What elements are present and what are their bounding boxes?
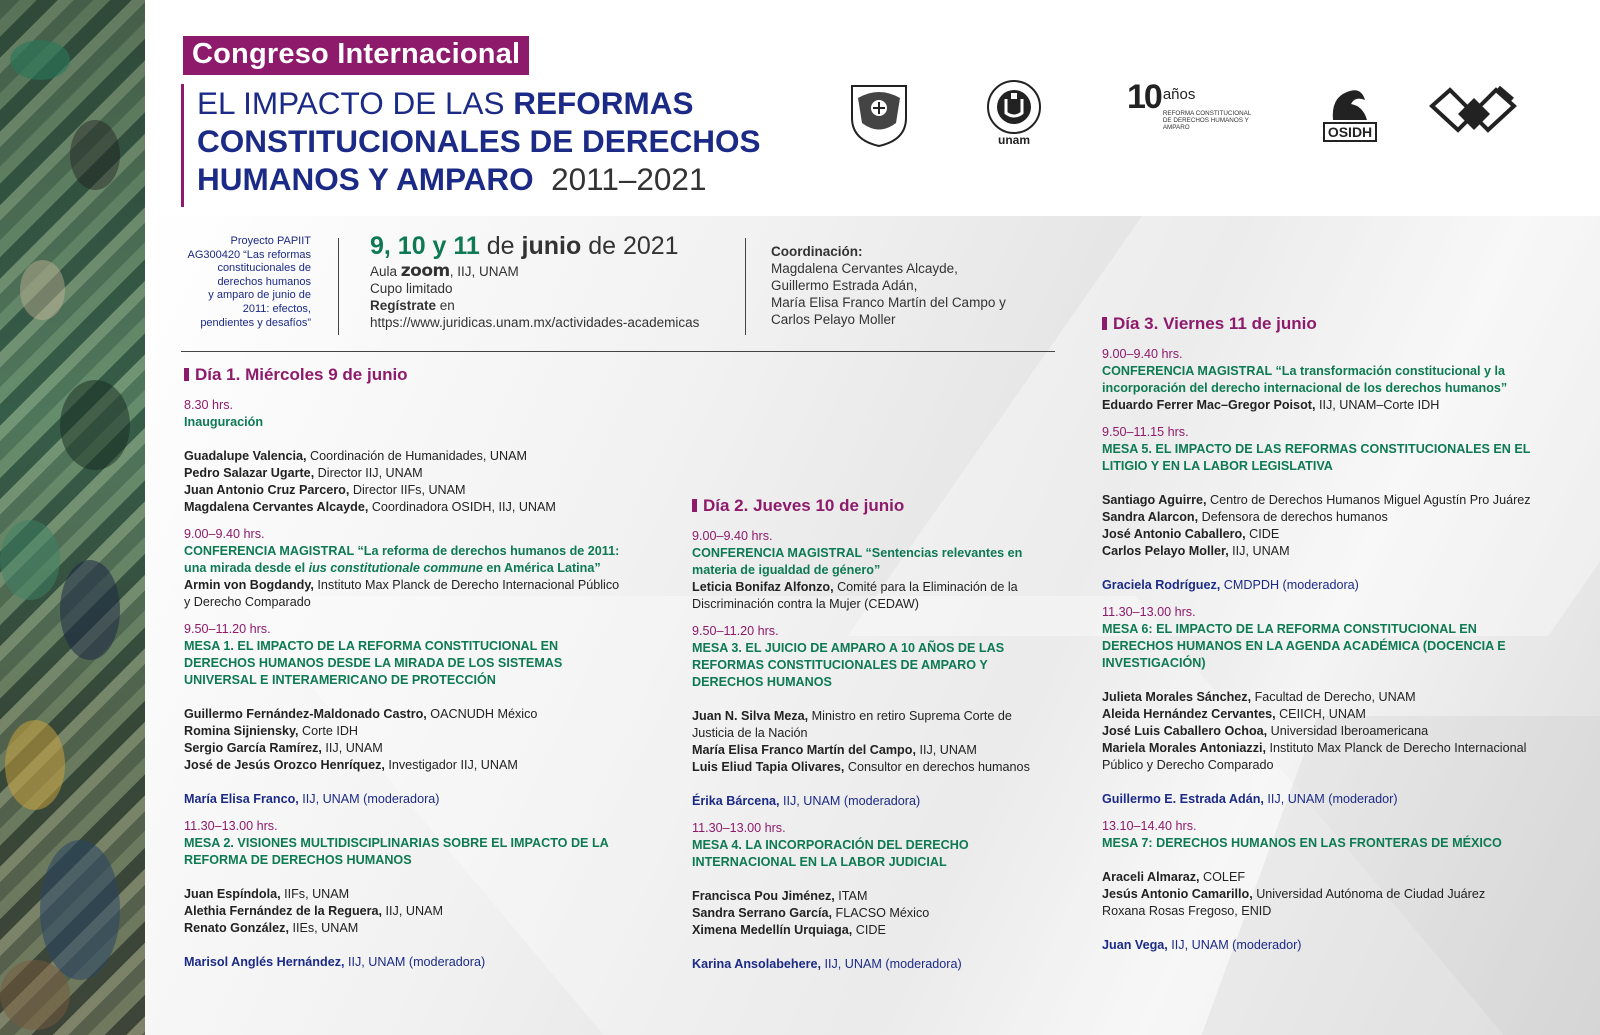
participant: Jesús Antonio Camarillo, Universidad Autónoma de Ciudad Juárez — [1102, 887, 1486, 901]
day1-heading-text: Día 1. Miércoles 9 de junio — [195, 365, 408, 384]
session-title: una mirada desde el ius constitutionale commune en América Latina” — [184, 561, 601, 575]
participant: Carlos Pelayo Moller, IIJ, UNAM — [1102, 544, 1290, 558]
session-title: DERECHOS HUMANOS — [692, 675, 832, 689]
participant: Eduardo Ferrer Mac–Gregor Poisot, IIJ, UNAM–Corte IDH — [1102, 398, 1440, 412]
participant: Aleida Hernández Cervantes, CEIICH, UNAM — [1102, 707, 1366, 721]
session-title: MESA 3. EL JUICIO DE AMPARO A 10 AÑOS DE LAS — [692, 641, 1005, 655]
session-title: MESA 4. LA INCORPORACIÓN DEL DERECHO — [692, 838, 969, 852]
day3-program — [1102, 315, 1582, 954]
participant: Guadalupe Valencia, Coordinación de Humanidades, UNAM — [184, 449, 528, 463]
session-title: MESA 5. EL IMPACTO DE LAS REFORMAS CONSTITUCIONALES EN EL — [1102, 442, 1531, 456]
papiit-line: Proyecto PAPIIT — [230, 235, 311, 247]
day2-program — [692, 497, 1062, 973]
session-title: REFORMA DE DERECHOS HUMANOS — [184, 853, 412, 867]
participant: Francisca Pou Jiménez, ITAM — [692, 889, 868, 903]
dates-days: 9, 10 y 11 — [370, 232, 480, 260]
session-title: MESA 7: DERECHOS HUMANOS EN LAS FRONTERAS DE MÉXICO — [1102, 836, 1502, 850]
session-time: 9.50–11.15 hrs. — [1102, 425, 1189, 439]
session-title: CONFERENCIA MAGISTRAL “La reforma de derechos humanos de 2011: — [184, 544, 620, 558]
participant: Guillermo Fernández-Maldonado Castro, OACNUDH México — [184, 707, 538, 721]
session-time: 9.00–9.40 hrs. — [692, 529, 773, 543]
participant: José de Jesús Orozco Henríquez, Investigador IIJ, UNAM — [184, 758, 518, 772]
participant: Araceli Almaraz, COLEF — [1102, 870, 1246, 884]
ten-years-word: años — [1162, 86, 1196, 103]
heading-marker — [184, 368, 189, 381]
iij-logo-text: unam — [997, 133, 1030, 147]
papiit-line: 2011: efectos, — [242, 302, 311, 315]
papiit-line: pendientes y desafíos” — [200, 316, 311, 329]
ten-years-logo — [1127, 80, 1257, 144]
registration-link[interactable]: https://www.juridicas.unam.mx/actividades-academicas — [370, 315, 700, 330]
title-accent-bar — [181, 84, 184, 207]
day3-heading-text: Día 3. Viernes 11 de junio — [1113, 314, 1317, 333]
dates-month: junio — [521, 232, 582, 260]
session-title: DERECHOS HUMANOS DESDE LA MIRADA DE LOS SISTEMAS — [184, 656, 563, 670]
session-title: UNIVERSAL E INTERAMERICANO DE PROTECCIÓN — [184, 673, 496, 687]
participant: Luis Eliud Tapia Olivares, Consultor en derechos humanos — [692, 760, 1030, 774]
session-time: 11.30–13.00 hrs. — [184, 819, 278, 833]
participant: Roxana Rosas Fregoso, ENID — [1102, 904, 1272, 918]
participant: María Elisa Franco Martín del Campo, IIJ, UNAM — [692, 743, 977, 757]
register-en: en — [436, 298, 455, 313]
participant: Juan Antonio Cruz Parcero, Director IIFs, UNAM — [184, 483, 466, 497]
participant-affiliation: Justicia de la Nación — [692, 726, 808, 740]
session-title: Inauguración — [184, 415, 264, 429]
title-part: EL IMPACTO DE LAS — [197, 85, 514, 121]
participant: Pedro Salazar Ugarte, Director IIJ, UNAM — [184, 466, 423, 480]
session-time: 11.30–13.00 hrs. — [1102, 605, 1196, 619]
session-title: INTERNACIONAL EN LA LABOR JUDICIAL — [692, 855, 947, 869]
papiit-line: y amparo de junio de — [208, 289, 311, 302]
heading-marker — [692, 499, 697, 512]
participant: Santiago Aguirre, Centro de Derechos Humanos Miguel Agustín Pro Juárez — [1102, 493, 1531, 507]
participant: Renato González, IIEs, UNAM — [184, 921, 359, 935]
session-time: 9.50–11.20 hrs. — [692, 624, 779, 638]
participant: Magdalena Cervantes Alcayde, Coordinadora OSIDH, IIJ, UNAM — [184, 500, 556, 514]
divider-horizontal — [181, 351, 1055, 352]
participant: Sergio García Ramírez, IIJ, UNAM — [184, 741, 383, 755]
participant: Juan N. Silva Meza, Ministro en retiro Suprema Corte de — [692, 709, 1012, 723]
session-time: 9.00–9.40 hrs. — [184, 527, 265, 541]
session-title: CONFERENCIA MAGISTRAL “Sentencias relevantes en — [692, 546, 1023, 560]
participant: Leticia Bonifaz Alfonzo, Comité para la Eliminación de la — [692, 580, 1018, 594]
session-title: MESA 2. VISIONES MULTIDISCIPLINARIAS SOBRE EL IMPACTO DE LA — [184, 836, 609, 850]
papiit-project-note — [178, 235, 311, 330]
iij-unam-logo — [983, 77, 1045, 149]
dates-year: de 2021 — [581, 232, 679, 260]
day2-heading-text: Día 2. Jueves 10 de junio — [703, 496, 905, 515]
moderator: Karina Ansolabehere, IIJ, UNAM (moderadora) — [692, 957, 962, 971]
session-title: INVESTIGACIÓN) — [1102, 656, 1206, 670]
register-label: Regístrate — [370, 298, 437, 313]
papiit-line: derechos humanos — [217, 275, 311, 288]
session-time: 8.30 hrs. — [184, 398, 234, 412]
moderator: Marisol Anglés Hernández, IIJ, UNAM (moderadora) — [184, 955, 486, 969]
participant: Mariela Morales Antoniazzi, Instituto Max Planck de Derecho Internacional — [1102, 741, 1527, 755]
day2-heading — [692, 497, 1062, 514]
session-time: 13.10–14.40 hrs. — [1102, 819, 1197, 833]
participant: José Antonio Caballero, CIDE — [1102, 527, 1280, 541]
ten-years-number: 10 — [1127, 78, 1161, 116]
osidh-logo-text: OSIDH — [1323, 122, 1377, 142]
moderator: Guillermo E. Estrada Adán, IIJ, UNAM (moderador) — [1102, 792, 1398, 806]
zoom-logo: zoom — [400, 261, 450, 281]
moderator: María Elisa Franco, IIJ, UNAM (moderadora) — [184, 792, 440, 806]
participant: Armin von Bogdandy, Instituto Max Planck de Derecho Internacional Público — [184, 578, 620, 592]
participant: Ximena Medellín Urquiaga, CIDE — [692, 923, 886, 937]
venue-info — [370, 263, 699, 331]
event-title — [197, 84, 761, 198]
moderator: Juan Vega, IIJ, UNAM (moderador) — [1102, 938, 1302, 952]
divider-vertical — [745, 238, 746, 335]
title-part-bold: REFORMAS — [513, 85, 694, 121]
moderator: Graciela Rodríguez, CMDPDH (moderadora) — [1102, 578, 1359, 592]
session-time: 11.30–13.00 hrs. — [692, 821, 786, 835]
participant: Julieta Morales Sánchez, Facultad de Derecho, UNAM — [1102, 690, 1416, 704]
participant-affiliation: y Derecho Comparado — [184, 595, 311, 609]
coordination-label: Coordinación: — [771, 244, 863, 259]
crowd-photo — [0, 0, 145, 1035]
session-time: 9.50–11.20 hrs. — [184, 622, 271, 636]
coordinator: Guillermo Estrada Adán, — [771, 278, 918, 293]
moderator: Érika Bárcena, IIJ, UNAM (moderadora) — [692, 794, 921, 808]
handshake-logo — [1427, 82, 1519, 146]
participant: José Luis Caballero Ochoa, Universidad Iberoamericana — [1102, 724, 1429, 738]
session-title: materia de igualdad de género” — [692, 563, 881, 577]
participant: Sandra Alarcon, Defensora de derechos humanos — [1102, 510, 1388, 524]
session-time: 9.00–9.40 hrs. — [1102, 347, 1183, 361]
participant-affiliation: Discriminación contra la Mujer (CEDAW) — [692, 597, 919, 611]
session-title: DERECHOS HUMANOS EN LA AGENDA ACADÉMICA (DOCENCIA E — [1102, 639, 1506, 653]
session-title: LITIGIO Y EN LA LABOR LEGISLATIVA — [1102, 459, 1333, 473]
day1-program — [184, 366, 664, 971]
session-title: CONFERENCIA MAGISTRAL “La transformación constitucional y la — [1102, 364, 1506, 378]
coordinator: Carlos Pelayo Moller — [771, 312, 896, 327]
papiit-line: AG300420 “Las reformas — [187, 248, 311, 261]
participant: Alethia Fernández de la Reguera, IIJ, UNAM — [184, 904, 443, 918]
session-title: MESA 1. EL IMPACTO DE LA REFORMA CONSTITUCIONAL EN — [184, 639, 559, 653]
divider-vertical — [338, 238, 339, 335]
coordinator: María Elisa Franco Martín del Campo y — [771, 295, 1006, 310]
participant-affiliation: Público y Derecho Comparado — [1102, 758, 1274, 772]
coordination — [771, 243, 1006, 328]
coordinator: Magdalena Cervantes Alcayde, — [771, 261, 958, 276]
unam-seal-logo — [845, 77, 913, 149]
event-dates — [370, 232, 679, 261]
session-title: MESA 6: EL IMPACTO DE LA REFORMA CONSTITUCIONAL EN — [1102, 622, 1477, 636]
capacity-note: Cupo limitado — [370, 281, 453, 296]
event-type-tag: Congreso Internacional — [183, 36, 529, 75]
title-years: 2011–2021 — [551, 161, 707, 197]
participant: Sandra Serrano García, FLACSO México — [692, 906, 930, 920]
participant: Romina Sijniensky, Corte IDH — [184, 724, 359, 738]
session-title: incorporación del derecho internacional de los derechos humanos” — [1102, 381, 1508, 395]
day1-heading — [184, 366, 664, 383]
heading-marker — [1102, 317, 1107, 330]
day3-heading — [1102, 315, 1582, 332]
osidh-logo — [1315, 77, 1385, 149]
venue-place: , IIJ, UNAM — [449, 264, 519, 279]
title-line-3: HUMANOS Y AMPARO — [197, 161, 534, 197]
title-line-2: CONSTITUCIONALES DE DERECHOS — [197, 123, 761, 159]
participant: Juan Espíndola, IIFs, UNAM — [184, 887, 350, 901]
session-title: REFORMAS CONSTITUCIONALES DE AMPARO Y — [692, 658, 988, 672]
venue-aula: Aula — [370, 264, 401, 279]
papiit-line: constitucionales de — [217, 262, 311, 275]
ten-years-subtitle: REFORMA CONSTITUCIONAL DE DERECHOS HUMANOS Y AMPARO — [1162, 110, 1252, 131]
dates-de: de — [479, 232, 522, 260]
sponsor-logos — [845, 72, 1565, 152]
